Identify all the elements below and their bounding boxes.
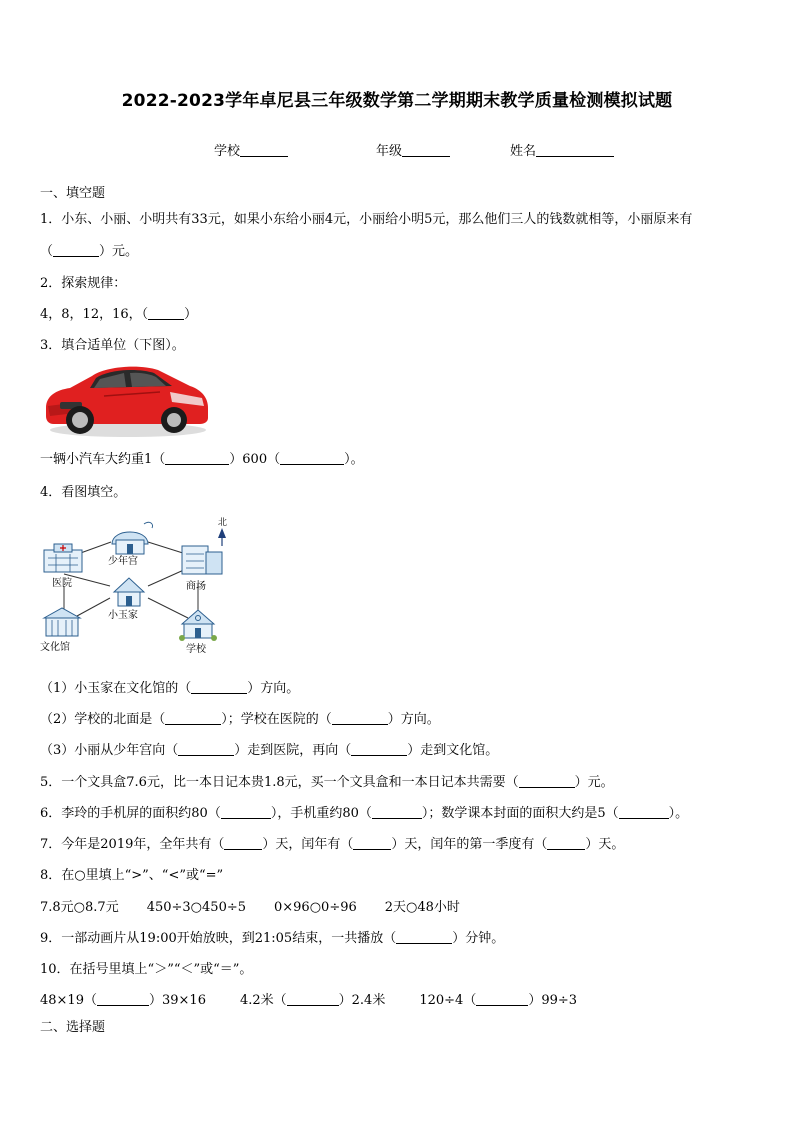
q10-item-3-b: ）99÷3 xyxy=(528,993,578,1008)
q4-sub3-b: ）走到医院，再向（ xyxy=(234,743,352,758)
q10-blank-2 xyxy=(287,993,339,1006)
q6-a: 6．李玲的手机屏的面积约80（ xyxy=(40,806,221,821)
q3-blank-2 xyxy=(280,452,344,465)
mall-label: 商场 xyxy=(186,581,206,592)
q7-d: ）天。 xyxy=(585,837,625,852)
location-map xyxy=(36,514,236,659)
q10-item-2-a: 4.2米（ xyxy=(239,993,287,1008)
q6-c: ）；数学课本封面的面积大约是5（ xyxy=(421,806,619,821)
q6 xyxy=(40,802,688,821)
q1-stem: 1．小东、小丽、小明共有33元，如果小东给小丽4元，小丽给小明5元，那么他们三人的钱数就相等，小丽原来有 xyxy=(40,212,693,227)
grade-field xyxy=(376,140,450,159)
q6-blank-1 xyxy=(221,806,271,819)
q4-sub2-blank-2 xyxy=(332,712,388,725)
school-field xyxy=(214,140,288,159)
q10-item-1-b: ）39×16 xyxy=(148,993,206,1008)
q2-seq: 4，8，12，16，（ xyxy=(40,307,149,322)
q10-item-2-b: ）2.4米 xyxy=(338,993,386,1008)
q10-item-3-a: 120÷4（ xyxy=(419,993,477,1008)
culture-hall-icon xyxy=(44,608,80,636)
culture-hall-label: 文化馆 xyxy=(40,642,70,653)
q8-item-1: 7.8元○8.7元 xyxy=(40,900,119,915)
q4-sub2-a: （2）学校的北面是（ xyxy=(40,712,166,727)
q6-b: ），手机重约80（ xyxy=(270,806,372,821)
q2-close: ） xyxy=(184,307,198,322)
q7-c: ）天，闰年的第一季度有（ xyxy=(391,837,548,852)
q8-stem: 8．在○里填上“>”、“<”或“=” xyxy=(40,868,224,883)
name-field xyxy=(510,140,614,159)
q2-blank xyxy=(148,307,184,320)
q3-stem: 3．填合适单位（下图）。 xyxy=(40,338,185,353)
north-arrow-icon xyxy=(218,528,226,546)
name-label: 姓名 xyxy=(510,144,537,159)
red-car-image xyxy=(40,356,210,440)
q10-blank-1 xyxy=(97,993,149,1006)
q4-sub3-c: ）走到文化馆。 xyxy=(407,743,499,758)
q4-sub2 xyxy=(40,708,440,727)
q4-sub2-c: ）方向。 xyxy=(387,712,440,727)
q4-sub1-a: （1）小玉家在文化馆的（ xyxy=(40,681,192,696)
q1-open: （ xyxy=(40,244,54,259)
school-blank xyxy=(240,143,288,157)
q2-stem: 2．探索规律： xyxy=(40,276,127,291)
q6-blank-3 xyxy=(619,806,669,819)
q7-b: ）天，闰年有（ xyxy=(262,837,354,852)
q4-sub1 xyxy=(40,677,299,696)
q4-sub2-blank-1 xyxy=(165,712,221,725)
q9-b: ）分钟。 xyxy=(452,931,505,946)
q6-blank-2 xyxy=(372,806,422,819)
q2-sequence xyxy=(40,303,197,322)
q8-item-2: 450÷3○450÷5 xyxy=(146,900,246,915)
school-label: 学校 xyxy=(186,644,206,655)
section-heading-fill: 一、填空题 xyxy=(40,186,106,201)
hospital-label: 医院 xyxy=(52,578,72,589)
q4-sub3 xyxy=(40,739,498,758)
q10-item-1-a: 48×19（ xyxy=(40,993,97,1008)
q7-blank-2 xyxy=(353,837,391,850)
q5-a: 5．一个文具盒7.6元，比一本日记本贵1.8元，买一个文具盒和一本日记本共需要（ xyxy=(40,775,519,790)
q4-sub3-a: （3）小丽从少年宫向（ xyxy=(40,743,179,758)
q10-blank-3 xyxy=(476,993,528,1006)
q3-fill xyxy=(40,448,364,467)
q5-blank xyxy=(519,775,575,788)
hospital-icon xyxy=(44,544,82,572)
q7-blank-3 xyxy=(547,837,585,850)
q5-b: ）元。 xyxy=(574,775,614,790)
youth-palace-icon xyxy=(112,522,153,554)
q7 xyxy=(40,833,624,852)
q5 xyxy=(40,771,614,790)
q4-sub2-b: ）；学校在医院的（ xyxy=(221,712,332,727)
q3-fill-b: ）600（ xyxy=(229,452,281,467)
q8-items xyxy=(40,896,460,915)
q3-fill-a: 一辆小汽车大约重1（ xyxy=(40,452,166,467)
q6-d: ）。 xyxy=(668,806,689,821)
q4-stem: 4．看图填空。 xyxy=(40,485,127,500)
q1-blank xyxy=(53,244,99,257)
youth-palace-label: 少年宫 xyxy=(108,556,138,567)
page-title: 2022-2023学年卓尼县三年级数学第二学期期末教学质量检测模拟试题 xyxy=(121,91,673,111)
q10-items xyxy=(40,989,577,1008)
q10-stem: 10．在括号里填上“＞”“＜”或“＝”。 xyxy=(40,962,253,977)
q9-blank xyxy=(396,931,452,944)
home-icon xyxy=(114,578,144,606)
grade-label: 年级 xyxy=(376,144,403,159)
school-label: 学校 xyxy=(214,144,241,159)
q4-sub1-b: ）方向。 xyxy=(247,681,300,696)
q9 xyxy=(40,927,504,946)
section-heading-choice: 二、选择题 xyxy=(40,1020,106,1035)
q4-sub3-blank-2 xyxy=(351,743,407,756)
home-label: 小玉家 xyxy=(108,610,138,621)
q9-a: 9．一部动画片从19:00开始放映，到21:05结束，一共播放（ xyxy=(40,931,397,946)
q7-a: 7．今年是2019年，全年共有（ xyxy=(40,837,225,852)
q1-answer-line xyxy=(40,240,138,259)
q8-item-4: 2天○48小时 xyxy=(384,900,460,915)
q3-fill-c: ）。 xyxy=(344,452,364,467)
grade-blank xyxy=(402,143,450,157)
q8-item-3: 0×96○0÷96 xyxy=(274,900,357,915)
north-label: 北 xyxy=(218,518,228,528)
q3-blank-1 xyxy=(165,452,229,465)
q7-blank-1 xyxy=(224,837,262,850)
mall-icon xyxy=(182,546,222,574)
name-blank xyxy=(536,143,614,157)
q1-close: ）元。 xyxy=(99,244,139,259)
school-icon xyxy=(179,610,217,641)
q4-sub3-blank-1 xyxy=(178,743,234,756)
q4-sub1-blank xyxy=(191,681,247,694)
